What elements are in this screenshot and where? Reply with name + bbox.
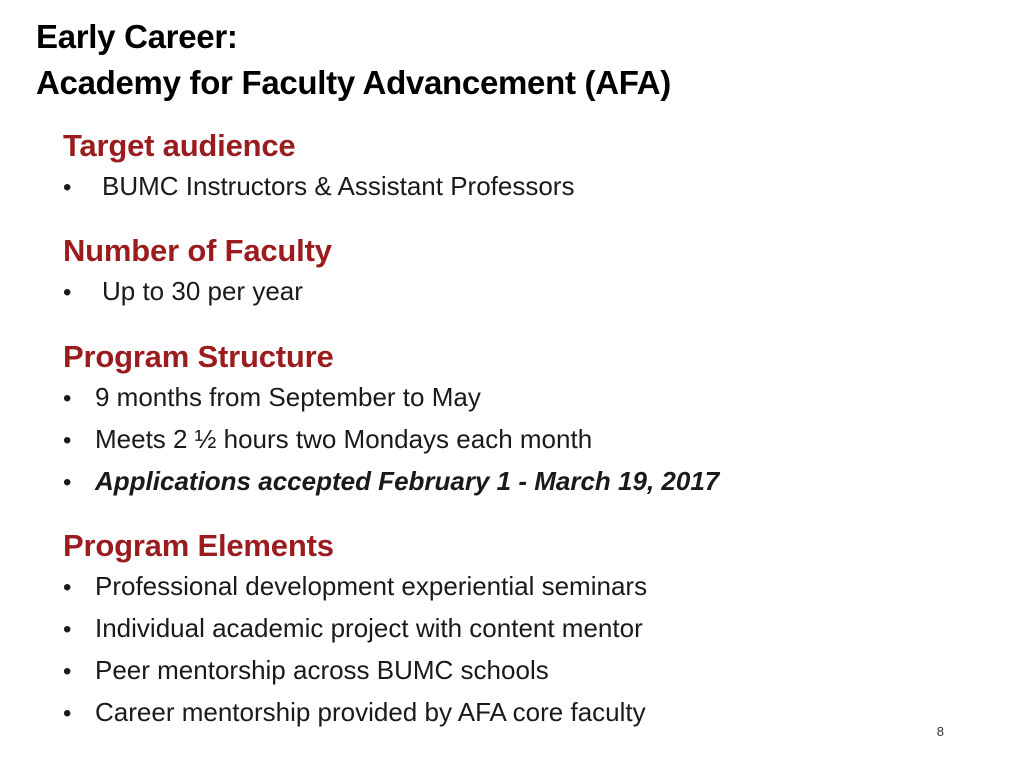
list-item — [63, 608, 647, 650]
section-target-audience — [63, 126, 574, 208]
section-program-structure — [63, 337, 719, 503]
bullet-icon: • — [63, 385, 72, 412]
list-item — [63, 566, 647, 608]
bullet-list — [63, 166, 574, 208]
bullet-icon: • — [63, 469, 72, 496]
list-item — [63, 692, 647, 734]
bullet-icon: • — [63, 427, 72, 454]
list-item — [63, 419, 719, 461]
section-number-of-faculty — [63, 231, 332, 313]
list-item-highlight — [63, 461, 719, 503]
list-item — [63, 377, 719, 419]
section-heading: Program Structure — [63, 339, 334, 374]
bullet-icon: • — [63, 616, 72, 643]
section-heading: Program Elements — [63, 528, 334, 563]
page-number: 8 — [936, 724, 944, 739]
list-item-text: Peer mentorship across BUMC schools — [95, 655, 549, 685]
section-heading: Target audience — [63, 128, 296, 163]
list-item-text: Applications accepted February 1 - March 19, 2017 — [95, 466, 720, 496]
bullet-icon: • — [63, 700, 72, 727]
bullet-list — [63, 377, 719, 503]
list-item-text: Up to 30 per year — [102, 276, 303, 306]
list-item-text: Professional development experiential seminars — [95, 571, 648, 601]
section-program-elements — [63, 526, 647, 734]
list-item — [63, 166, 574, 208]
slide-title — [36, 14, 671, 106]
list-item-text: Meets 2 ½ hours two Mondays each month — [95, 424, 593, 454]
slide-title-line-1: Early Career: — [36, 18, 238, 55]
bullet-icon: • — [63, 658, 72, 685]
list-item-text: 9 months from September to May — [95, 382, 481, 412]
bullet-list — [63, 271, 332, 313]
list-item-text: Individual academic project with content mentor — [95, 613, 643, 643]
bullet-icon: • — [63, 574, 72, 601]
list-item-text: BUMC Instructors & Assistant Professors — [102, 171, 575, 201]
list-item — [63, 650, 647, 692]
section-heading: Number of Faculty — [63, 233, 332, 268]
bullet-list — [63, 566, 647, 734]
list-item — [63, 271, 332, 313]
slide-title-line-2: Academy for Faculty Advancement (AFA) — [36, 64, 671, 101]
list-item-text: Career mentorship provided by AFA core faculty — [95, 697, 646, 727]
bullet-icon: • — [63, 174, 72, 201]
bullet-icon: • — [63, 279, 72, 306]
